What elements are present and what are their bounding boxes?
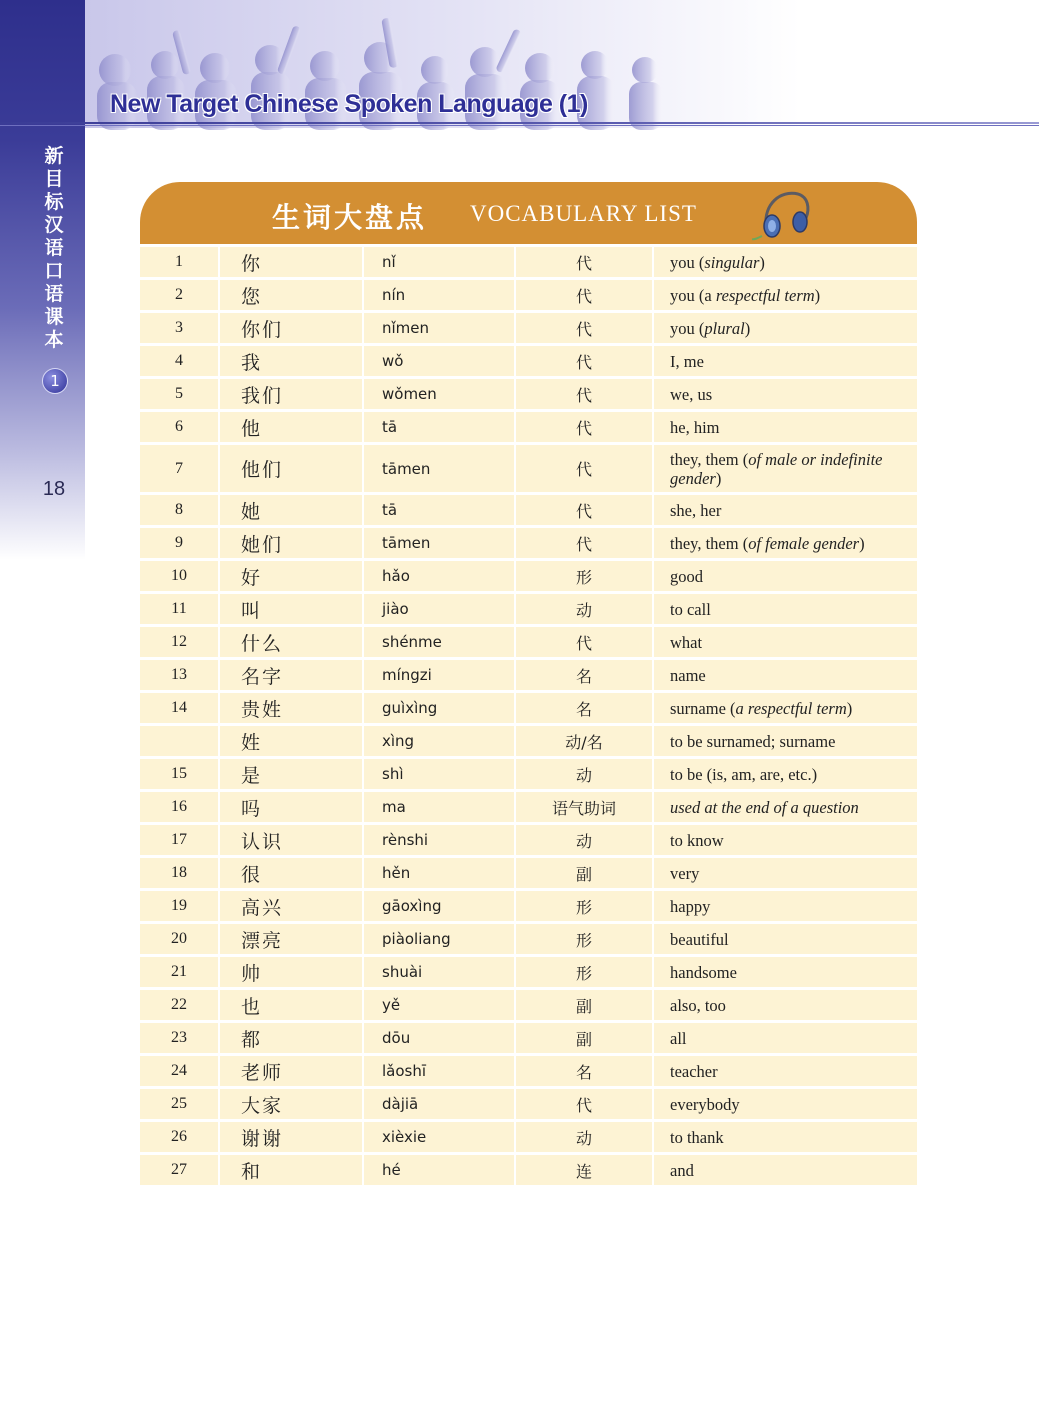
vocab-part-of-speech: 连 — [516, 1155, 654, 1185]
vocab-pinyin: jiào — [364, 594, 516, 624]
vocabulary-row — [140, 379, 917, 409]
vocab-pinyin: yě — [364, 990, 516, 1020]
vocabulary-row — [140, 594, 917, 624]
vocab-part-of-speech: 代 — [516, 313, 654, 343]
vocab-pinyin: shuài — [364, 957, 516, 987]
vocabulary-row — [140, 1155, 917, 1185]
meaning-segment: also, too — [670, 995, 726, 1015]
vocab-number: 19 — [140, 891, 220, 921]
vocabulary-row — [140, 726, 917, 756]
vocabulary-row — [140, 924, 917, 954]
vocab-pinyin: tā — [364, 495, 516, 525]
vocab-pinyin: nín — [364, 280, 516, 310]
vocab-english-meaning — [654, 1089, 917, 1119]
vocabulary-row — [140, 957, 917, 987]
meaning-segment: singular — [704, 252, 760, 272]
vocab-number: 5 — [140, 379, 220, 409]
vocab-english-meaning — [654, 561, 917, 591]
meaning-segment: you ( — [670, 252, 705, 272]
meaning-segment: handsome — [670, 962, 737, 982]
headphones-icon — [752, 186, 814, 242]
vocab-part-of-speech: 代 — [516, 1089, 654, 1119]
vocab-part-of-speech: 名 — [516, 660, 654, 690]
vocab-hanzi: 我们 — [220, 379, 364, 409]
meaning-segment: I, me — [670, 351, 704, 371]
vocab-part-of-speech: 副 — [516, 1023, 654, 1053]
vocab-part-of-speech: 副 — [516, 858, 654, 888]
vocab-part-of-speech: 动 — [516, 759, 654, 789]
vocab-pinyin: gāoxìng — [364, 891, 516, 921]
meaning-segment: very — [670, 863, 700, 883]
vocab-number: 1 — [140, 247, 220, 277]
vocab-english-meaning — [654, 379, 917, 409]
header-divider-line — [0, 122, 1039, 124]
vocab-pinyin: guìxìng — [364, 693, 516, 723]
vocab-english-meaning — [654, 594, 917, 624]
meaning-segment: a respectful term — [735, 698, 847, 718]
vocab-part-of-speech: 代 — [516, 247, 654, 277]
vocab-english-meaning — [654, 990, 917, 1020]
vocab-number: 4 — [140, 346, 220, 376]
vocab-part-of-speech: 名 — [516, 1056, 654, 1086]
vocab-number: 12 — [140, 627, 220, 657]
vocabulary-row — [140, 280, 917, 310]
meaning-segment: ) — [814, 285, 821, 305]
vocab-english-meaning — [654, 726, 917, 756]
meaning-segment: you ( — [670, 318, 705, 338]
vocab-pinyin: rènshi — [364, 825, 516, 855]
vocab-part-of-speech: 语气助词 — [516, 792, 654, 822]
vocabulary-row — [140, 561, 917, 591]
vocab-pinyin: xìng — [364, 726, 516, 756]
vocab-pinyin: nǐ — [364, 247, 516, 277]
vocab-pinyin: hé — [364, 1155, 516, 1185]
vocab-number: 13 — [140, 660, 220, 690]
vocabulary-row — [140, 445, 917, 492]
vocab-part-of-speech: 动/名 — [516, 726, 654, 756]
vocabulary-row — [140, 891, 917, 921]
vocab-english-meaning — [654, 346, 917, 376]
vocab-hanzi: 您 — [220, 280, 364, 310]
vocab-hanzi: 她 — [220, 495, 364, 525]
meaning-segment: of male or indefinite gender — [670, 449, 883, 488]
vocab-part-of-speech: 代 — [516, 379, 654, 409]
vocab-pinyin: shénme — [364, 627, 516, 657]
vocab-hanzi: 也 — [220, 990, 364, 1020]
vocabulary-table — [140, 244, 917, 1188]
vocabulary-row — [140, 528, 917, 558]
meaning-segment: happy — [670, 896, 711, 916]
meaning-segment: respectful term — [715, 285, 815, 305]
vocab-english-meaning — [654, 825, 917, 855]
vocabulary-row — [140, 858, 917, 888]
vocab-part-of-speech: 代 — [516, 346, 654, 376]
meaning-segment: you (a — [670, 285, 716, 305]
vocab-number: 26 — [140, 1122, 220, 1152]
vocab-hanzi: 高兴 — [220, 891, 364, 921]
vocab-number: 20 — [140, 924, 220, 954]
vocab-pinyin: hěn — [364, 858, 516, 888]
vocabulary-row — [140, 825, 917, 855]
vocab-pinyin: nǐmen — [364, 313, 516, 343]
vocab-number: 9 — [140, 528, 220, 558]
vocab-pinyin: tāmen — [364, 528, 516, 558]
vocab-hanzi: 帅 — [220, 957, 364, 987]
vocab-number: 27 — [140, 1155, 220, 1185]
meaning-segment: she, her — [670, 500, 722, 520]
meaning-segment: to be surnamed; surname — [670, 731, 836, 751]
vocab-number: 2 — [140, 280, 220, 310]
vocab-hanzi: 和 — [220, 1155, 364, 1185]
meaning-segment: ) — [859, 533, 865, 553]
vocabulary-row — [140, 693, 917, 723]
vocab-number: 10 — [140, 561, 220, 591]
meaning-segment: to know — [670, 830, 724, 850]
meaning-segment: ) — [715, 468, 722, 488]
vocabulary-row — [140, 759, 917, 789]
page-number: 18 — [42, 478, 66, 500]
meaning-segment: ) — [759, 252, 765, 272]
vocab-hanzi: 很 — [220, 858, 364, 888]
header-divider-thin-line — [0, 125, 1039, 126]
vocab-english-meaning — [654, 1155, 917, 1185]
vocab-number — [140, 726, 220, 756]
vocab-english-meaning — [654, 412, 917, 442]
vocab-number: 22 — [140, 990, 220, 1020]
vocab-number: 15 — [140, 759, 220, 789]
vocab-pinyin: ma — [364, 792, 516, 822]
book-title: New Target Chinese Spoken Language (1) — [110, 90, 588, 118]
vocab-number: 16 — [140, 792, 220, 822]
vocab-hanzi: 大家 — [220, 1089, 364, 1119]
vocab-english-meaning — [654, 924, 917, 954]
vocab-part-of-speech: 形 — [516, 957, 654, 987]
vocab-english-meaning — [654, 445, 917, 492]
vocab-english-meaning — [654, 1056, 917, 1086]
vocab-pinyin: dàjiā — [364, 1089, 516, 1119]
vocabulary-title-english: VOCABULARY LIST — [470, 201, 697, 226]
vocab-number: 11 — [140, 594, 220, 624]
vocab-part-of-speech: 形 — [516, 561, 654, 591]
vocab-hanzi: 吗 — [220, 792, 364, 822]
vocab-part-of-speech: 动 — [516, 825, 654, 855]
vocab-english-meaning — [654, 313, 917, 343]
volume-badge: 1 — [42, 368, 68, 394]
vocabulary-row — [140, 247, 917, 277]
vocabulary-row — [140, 1023, 917, 1053]
meaning-segment: beautiful — [670, 929, 729, 949]
vocabulary-row — [140, 792, 917, 822]
vocabulary-row — [140, 1089, 917, 1119]
vocab-english-meaning — [654, 280, 917, 310]
vocab-hanzi: 你 — [220, 247, 364, 277]
vocab-pinyin: míngzi — [364, 660, 516, 690]
vocabulary-row — [140, 346, 917, 376]
vocab-pinyin: xièxie — [364, 1122, 516, 1152]
meaning-segment: what — [670, 632, 703, 652]
vocab-part-of-speech: 形 — [516, 891, 654, 921]
vocab-part-of-speech: 代 — [516, 528, 654, 558]
vocab-hanzi: 我 — [220, 346, 364, 376]
vocab-hanzi: 好 — [220, 561, 364, 591]
vocabulary-row — [140, 313, 917, 343]
vocab-part-of-speech: 代 — [516, 495, 654, 525]
vocab-english-meaning — [654, 759, 917, 789]
meaning-segment: they, them ( — [670, 449, 749, 469]
vocab-number: 17 — [140, 825, 220, 855]
vocabulary-row — [140, 495, 917, 525]
spine-book-title: 新目标汉语口语课本 — [44, 145, 64, 351]
vocab-pinyin: wǒmen — [364, 379, 516, 409]
meaning-segment: to be (is, am, are, etc.) — [670, 764, 818, 784]
vocabulary-row — [140, 660, 917, 690]
vocab-english-meaning — [654, 957, 917, 987]
meaning-segment: plural — [704, 318, 745, 338]
meaning-segment: surname ( — [670, 698, 736, 718]
vocab-hanzi: 漂亮 — [220, 924, 364, 954]
vocab-number: 24 — [140, 1056, 220, 1086]
vocab-part-of-speech: 动 — [516, 1122, 654, 1152]
meaning-segment: good — [670, 566, 703, 586]
vocab-part-of-speech: 动 — [516, 594, 654, 624]
vocab-number: 8 — [140, 495, 220, 525]
vocab-pinyin: shì — [364, 759, 516, 789]
vocab-number: 3 — [140, 313, 220, 343]
meaning-segment: used at the end of a question — [670, 797, 859, 817]
meaning-segment: of female gender — [748, 533, 860, 553]
vocabulary-row — [140, 627, 917, 657]
meaning-segment: all — [670, 1028, 687, 1048]
vocab-number: 7 — [140, 445, 220, 492]
vocab-hanzi: 老师 — [220, 1056, 364, 1086]
vocab-hanzi: 姓 — [220, 726, 364, 756]
meaning-segment: and — [670, 1160, 694, 1180]
meaning-segment: we, us — [670, 384, 713, 404]
vocab-english-meaning — [654, 495, 917, 525]
vocab-english-meaning — [654, 792, 917, 822]
vocab-pinyin: lǎoshī — [364, 1056, 516, 1086]
vocab-part-of-speech: 形 — [516, 924, 654, 954]
vocab-number: 25 — [140, 1089, 220, 1119]
vocab-hanzi: 他 — [220, 412, 364, 442]
vocab-hanzi: 你们 — [220, 313, 364, 343]
vocab-english-meaning — [654, 1122, 917, 1152]
vocab-part-of-speech: 代 — [516, 280, 654, 310]
vocab-pinyin: tāmen — [364, 445, 516, 492]
vocabulary-title-chinese: 生词大盘点 — [272, 201, 428, 234]
vocab-hanzi: 什么 — [220, 627, 364, 657]
vocab-english-meaning — [654, 693, 917, 723]
meaning-segment: everybody — [670, 1094, 740, 1114]
vocab-hanzi: 她们 — [220, 528, 364, 558]
vocabulary-row — [140, 1056, 917, 1086]
meaning-segment: he, him — [670, 417, 720, 437]
vocab-pinyin: piàoliang — [364, 924, 516, 954]
vocab-english-meaning — [654, 247, 917, 277]
meaning-segment: name — [670, 665, 706, 685]
vocab-part-of-speech: 名 — [516, 693, 654, 723]
vocab-number: 18 — [140, 858, 220, 888]
vocab-hanzi: 是 — [220, 759, 364, 789]
meaning-segment: they, them ( — [670, 533, 749, 553]
vocab-part-of-speech: 代 — [516, 412, 654, 442]
vocab-part-of-speech: 副 — [516, 990, 654, 1020]
vocab-number: 21 — [140, 957, 220, 987]
meaning-segment: to thank — [670, 1127, 724, 1147]
vocab-english-meaning — [654, 891, 917, 921]
vocab-part-of-speech: 代 — [516, 627, 654, 657]
vocab-english-meaning — [654, 627, 917, 657]
meaning-segment: ) — [744, 318, 751, 338]
vocab-english-meaning — [654, 528, 917, 558]
meaning-segment: ) — [846, 698, 853, 718]
meaning-segment: to call — [670, 599, 711, 619]
vocab-english-meaning — [654, 1023, 917, 1053]
vocab-part-of-speech: 代 — [516, 445, 654, 492]
vocab-english-meaning — [654, 858, 917, 888]
vocabulary-row — [140, 990, 917, 1020]
vocabulary-row — [140, 1122, 917, 1152]
vocab-pinyin: hǎo — [364, 561, 516, 591]
vocab-hanzi: 谢谢 — [220, 1122, 364, 1152]
vocab-number: 23 — [140, 1023, 220, 1053]
vocab-hanzi: 认识 — [220, 825, 364, 855]
vocab-hanzi: 都 — [220, 1023, 364, 1053]
vocab-pinyin: tā — [364, 412, 516, 442]
meaning-segment: teacher — [670, 1061, 718, 1081]
vocab-number: 14 — [140, 693, 220, 723]
vocab-hanzi: 他们 — [220, 445, 364, 492]
vocab-hanzi: 贵姓 — [220, 693, 364, 723]
vocab-english-meaning — [654, 660, 917, 690]
vocab-pinyin: dōu — [364, 1023, 516, 1053]
vocabulary-row — [140, 412, 917, 442]
vocab-hanzi: 名字 — [220, 660, 364, 690]
vocab-number: 6 — [140, 412, 220, 442]
vocab-hanzi: 叫 — [220, 594, 364, 624]
vocab-pinyin: wǒ — [364, 346, 516, 376]
